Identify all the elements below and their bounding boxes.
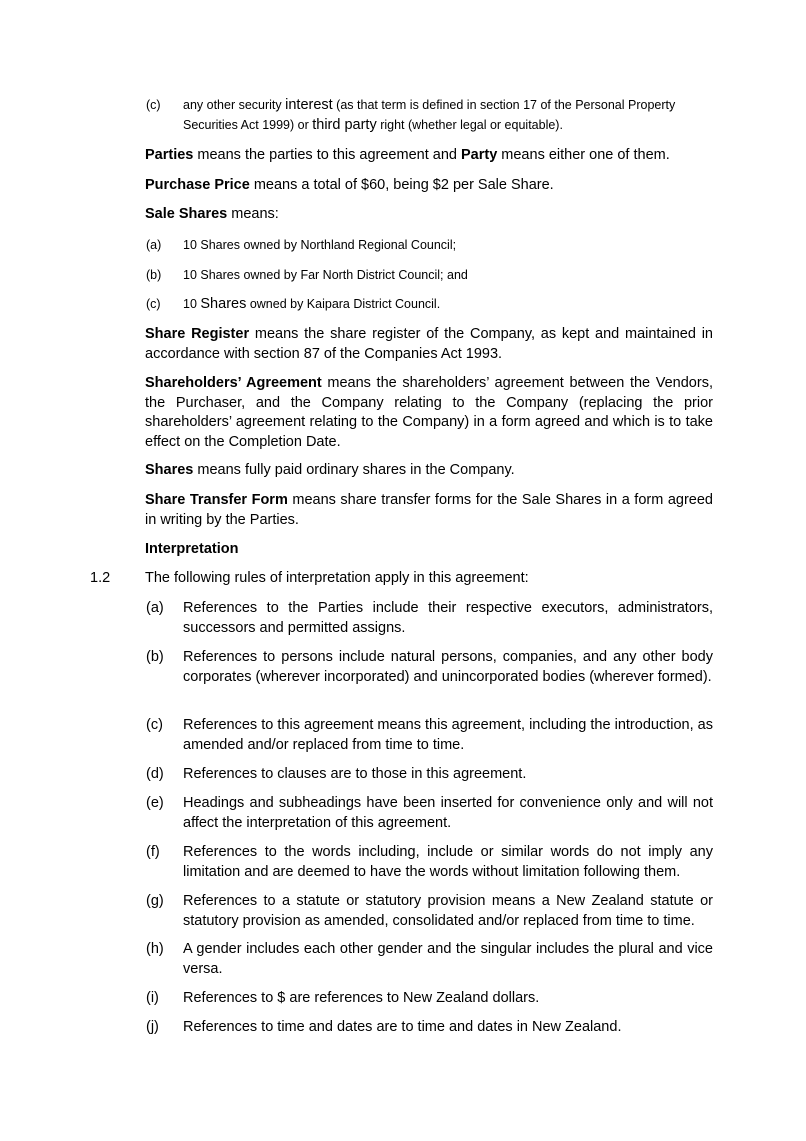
interpretation-lead: The following rules of interpretation apply in this agreement:: [145, 570, 529, 586]
interpretation-item-label: (d): [146, 766, 164, 782]
definition-term: Purchase Price: [145, 177, 250, 193]
security-item-part: (as that term is defined in section 17 of the: [332, 98, 576, 112]
interpretation-item-label: (e): [146, 795, 164, 811]
security-item-part: third party: [312, 116, 377, 133]
interpretation-item-label: (h): [146, 941, 164, 957]
definition-term: Parties: [145, 147, 194, 163]
definition-shares: [145, 461, 713, 481]
definition-body: means either one of them.: [497, 147, 670, 163]
definition-sale-shares: [145, 205, 713, 225]
interpretation-item-label: (g): [146, 893, 164, 909]
definition-body: means share transfer forms for the Sale Shares in a form agreed in writing by the Parties.: [145, 492, 713, 528]
interpretation-item-label: (i): [146, 990, 159, 1006]
definition-share-register: [145, 325, 713, 364]
definition-body: means the shareholders’ agreement between the Vendors, the Purchaser, and the Company relating to the Company (replacing the prior shareholders’ agreement relating to the Company) in a form agreed and which is to take effect on the Completion Date.: [145, 375, 713, 450]
clause-number: 1.2: [90, 570, 111, 586]
definition-term: Sale Shares: [145, 206, 228, 222]
interpretation-heading: Interpretation: [145, 541, 239, 557]
sale-shares-item-label: (b): [146, 268, 162, 282]
interpretation-item-text: References to the words including, include or similar words do not imply any limitation and are deemed to have the words without limitation following them.: [183, 844, 713, 880]
sale-shares-text-part: Shares: [200, 296, 247, 312]
security-item-part: interest: [285, 97, 333, 113]
sale-shares-item-label: (a): [146, 238, 162, 252]
definition-term: Party: [460, 147, 498, 163]
interpretation-item-label: (a): [146, 600, 164, 616]
definition-body: means the parties to this agreement and: [193, 147, 461, 163]
sale-shares-item-text: 10 Shares owned by Northland Regional Council;: [183, 238, 457, 252]
definition-term: Shares: [145, 462, 194, 478]
definition-share-transfer-form: [145, 491, 713, 530]
definition-parties: [145, 146, 713, 166]
interpretation-item-text: References to the Parties include their respective executors, administrators, successors and permitted assigns.: [183, 600, 713, 636]
definition-term: Share Transfer Form: [145, 492, 288, 508]
definition-body: means fully paid ordinary shares in the Company.: [193, 462, 515, 478]
interpretation-item-label: (b): [146, 649, 164, 665]
sale-shares-item-label: (c): [146, 297, 161, 311]
sale-shares-item-text: [183, 295, 713, 315]
security-item-label: (c): [146, 98, 161, 112]
definition-purchase-price: [145, 176, 713, 196]
interpretation-item-text: A gender includes each other gender and the singular includes the plural and vice versa.: [183, 941, 713, 977]
security-item-part: right (whether legal or equitable).: [376, 117, 563, 132]
interpretation-item-text: Headings and subheadings have been inserted for convenience only and will not affect the interpretation of this agreement.: [183, 795, 713, 831]
sale-shares-text-part: 10: [183, 297, 201, 311]
definition-body: means the share register of the Company, as kept and maintained in accordance with section 87 of the Companies Act 1993.: [145, 326, 713, 362]
security-item-part: Personal Property: [575, 98, 676, 112]
sale-shares-item-text: 10 Shares owned by Far North District Council; and: [183, 268, 468, 282]
security-item-part: any other security: [183, 98, 286, 112]
definition-body: means:: [227, 206, 279, 222]
interpretation-item-text: References to time and dates are to time and dates in New Zealand.: [183, 1019, 622, 1035]
definition-body: means a total of $60, being $2 per Sale Share.: [249, 177, 554, 193]
interpretation-item-text: References to $ are references to New Zealand dollars.: [183, 990, 540, 1006]
interpretation-item-label: (c): [146, 717, 163, 733]
security-item-text: [183, 96, 713, 135]
interpretation-item-text: References to a statute or statutory provision means a New Zealand statute or statutory provision as amended, consolidated and/or replaced from time to time.: [183, 893, 713, 929]
definition-term: Share Register: [145, 326, 250, 342]
definition-term: Shareholders’ Agreement: [145, 375, 322, 391]
definition-shareholders-agreement: [145, 374, 713, 452]
interpretation-item-label: (f): [146, 844, 160, 860]
interpretation-item-text: References to this agreement means this agreement, including the introduction, as amended and/or replaced from time to time.: [183, 717, 713, 753]
interpretation-item-label: (j): [146, 1019, 159, 1035]
security-item-part: Securities Act 1999) or: [183, 117, 313, 132]
interpretation-item-text: References to clauses are to those in this agreement.: [183, 766, 527, 782]
sale-shares-text-part: owned by Kaipara District Council.: [246, 297, 441, 311]
interpretation-item-text: References to persons include natural persons, companies, and any other body corporates (wherever incorporated) and unincorporated bodies (wherever formed).: [183, 649, 713, 685]
